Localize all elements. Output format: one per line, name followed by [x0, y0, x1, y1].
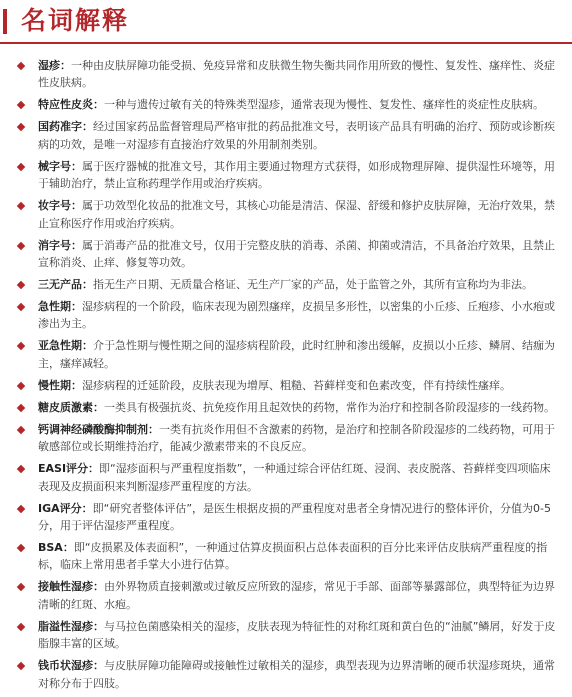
glossary-entry [0, 421, 572, 456]
diamond-bullet-icon [17, 382, 25, 390]
glossary-term: 钙调神经磷酸酶抑制剂： [38, 422, 159, 436]
glossary-term: 脂溢性湿疹： [38, 619, 104, 633]
glossary-term: 特应性皮炎： [38, 98, 104, 112]
diamond-bullet-icon [17, 101, 25, 109]
diamond-bullet-icon [17, 426, 25, 434]
glossary-entry [0, 399, 572, 416]
glossary-entry [0, 197, 572, 232]
title-accent-bar [3, 9, 7, 34]
glossary-definition: 一类具有极强抗炎、抗免疫作用且起效快的药物，常作为治疗和控制各阶段湿疹的一线药物。 [104, 400, 555, 414]
glossary-definition: 一种由皮肤屏障功能受损、免疫异常和皮肤微生物失衡共同作用所致的慢性、复发性、瘙痒性、炎症性皮肤病。 [38, 59, 555, 90]
diamond-bullet-icon [17, 623, 25, 631]
glossary-entry [0, 276, 572, 293]
glossary-term: 械字号： [38, 159, 82, 173]
glossary-term: BSA： [38, 541, 74, 555]
glossary-definition: 即“皮损累及体表面积”，一种通过估算皮损面积占总体表面积的百分比来评估皮肤病严重程度的指标，临床上常用患者手掌大小进行估算。 [38, 541, 548, 572]
glossary-entry [0, 539, 572, 574]
glossary-entry [0, 578, 572, 613]
glossary-entry [0, 618, 572, 653]
glossary-term: IGA评分： [38, 501, 93, 515]
glossary-term: 亚急性期： [38, 339, 93, 353]
glossary-term: 慢性期： [38, 378, 82, 392]
glossary-term: 接触性湿疹： [38, 580, 104, 594]
glossary-entry [0, 57, 572, 92]
glossary-definition: 一种与遗传过敏有关的特殊类型湿疹，通常表现为慢性、复发性、瘙痒性的炎症性皮肤病。 [104, 98, 544, 112]
diamond-bullet-icon [17, 465, 25, 473]
glossary-term: 急性期： [38, 300, 82, 314]
glossary-definition: 即“湿疹面积与严重程度指数”，一种通过综合评估红斑、浸润、表皮脱落、苔藓样变四项临床表现及皮损面积来判断湿疹严重程度的方法。 [38, 462, 551, 493]
diamond-bullet-icon [17, 202, 25, 210]
glossary-term: 消字号： [38, 238, 82, 252]
glossary-term: EASI评分： [38, 462, 100, 476]
diamond-bullet-icon [17, 583, 25, 591]
glossary-definition: 由外界物质直接刺激或过敏反应所致的湿疹，常见于手部、面部等暴露部位，典型特征为边界清晰的红斑、水疱。 [38, 580, 555, 611]
glossary-entry [0, 377, 572, 394]
glossary-definition: 属于功效型化妆品的批准文号，其核心功能是清洁、保湿、舒缓和修护皮肤屏障，无治疗效果，禁止宣称医疗作用或治疗疾病。 [38, 199, 555, 230]
diamond-bullet-icon [17, 163, 25, 171]
diamond-bullet-icon [17, 303, 25, 311]
glossary-term: 钱币状湿疹： [38, 659, 104, 673]
diamond-bullet-icon [17, 281, 25, 289]
title-underline [0, 42, 572, 44]
glossary-definition: 即“研究者整体评估”，是医生根据皮损的严重程度对患者全身情况进行的整体评价，分值为0-5分，用于评估湿疹严重程度。 [38, 501, 552, 533]
glossary-entry [0, 118, 572, 153]
glossary-entry [0, 337, 572, 372]
glossary-term: 糖皮质激素： [38, 400, 104, 414]
glossary-definition: 指无生产日期、无质量合格证、无生产厂家的产品，处于监管之外，其所有宣称均为非法。 [93, 278, 533, 292]
diamond-bullet-icon [17, 342, 25, 350]
page-title: 名词解释 [21, 6, 130, 35]
glossary-entry [0, 657, 572, 692]
diamond-bullet-icon [17, 62, 25, 70]
diamond-bullet-icon [17, 241, 25, 249]
diamond-bullet-icon [17, 504, 25, 512]
glossary-definition: 与马拉色菌感染相关的湿疹，皮肤表现为特征性的对称红斑和黄白色的“油腻”鳞屑，好发于皮脂腺丰富的区域。 [38, 619, 556, 651]
glossary-term: 妆字号： [38, 199, 82, 213]
glossary-entry [0, 298, 572, 333]
glossary-term: 三无产品： [38, 278, 93, 292]
glossary-definition: 与皮肤屏障功能障碍或接触性过敏相关的湿疹，典型表现为边界清晰的硬币状湿疹斑块，通常对称分布于四肢。 [38, 659, 555, 690]
diamond-bullet-icon [17, 544, 25, 552]
glossary-definition: 湿疹病程的一个阶段，临床表现为剧烈瘙痒，皮损呈多形性，以密集的小丘疹、丘疱疹、小水疱或渗出为主。 [38, 300, 555, 331]
glossary-definition: 属于消毒产品的批准文号，仅用于完整皮肤的消毒、杀菌、抑菌或清洁，不具备治疗效果，且禁止宣称消炎、止痒、修复等功效。 [38, 238, 555, 270]
glossary-definition: 经过国家药品监督管理局严格审批的药品批准文号，表明该产品具有明确的治疗、预防或诊断疾病的功效，是唯一对湿疹有直接治疗效果的外用制剂类别。 [38, 120, 555, 151]
diamond-bullet-icon [17, 123, 25, 131]
diamond-bullet-icon [17, 662, 25, 670]
glossary-entry [0, 96, 572, 113]
glossary-term: 湿疹： [38, 59, 71, 72]
glossary-term: 国药准字： [38, 120, 93, 134]
glossary-entry [0, 158, 572, 193]
glossary-definition: 介于急性期与慢性期之间的湿疹病程阶段，此时红肿和渗出缓解，皮损以小丘疹、鳞屑、结痂为主，瘙痒减轻。 [38, 339, 555, 370]
glossary-entry [0, 500, 572, 535]
diamond-bullet-icon [17, 404, 25, 412]
glossary-entry [0, 460, 572, 495]
page-header [0, 0, 572, 52]
glossary-entry [0, 237, 572, 272]
glossary-definition: 湿疹病程的迁延阶段，皮肤表现为增厚、粗糙、苔藓样变和色素改变，伴有持续性瘙痒。 [82, 378, 511, 392]
glossary-list [0, 57, 572, 697]
glossary-definition: 属于医疗器械的批准文号，其作用主要通过物理方式获得，如形成物理屏障、提供湿性环境等，用于辅助治疗，禁止宣称药理学作用或治疗疾病。 [38, 159, 555, 191]
glossary-definition: 一类有抗炎作用但不含激素的药物，是治疗和控制各阶段湿疹的二线药物，可用于敏感部位或长期维持治疗，能减少激素带来的不良反应。 [38, 422, 555, 454]
